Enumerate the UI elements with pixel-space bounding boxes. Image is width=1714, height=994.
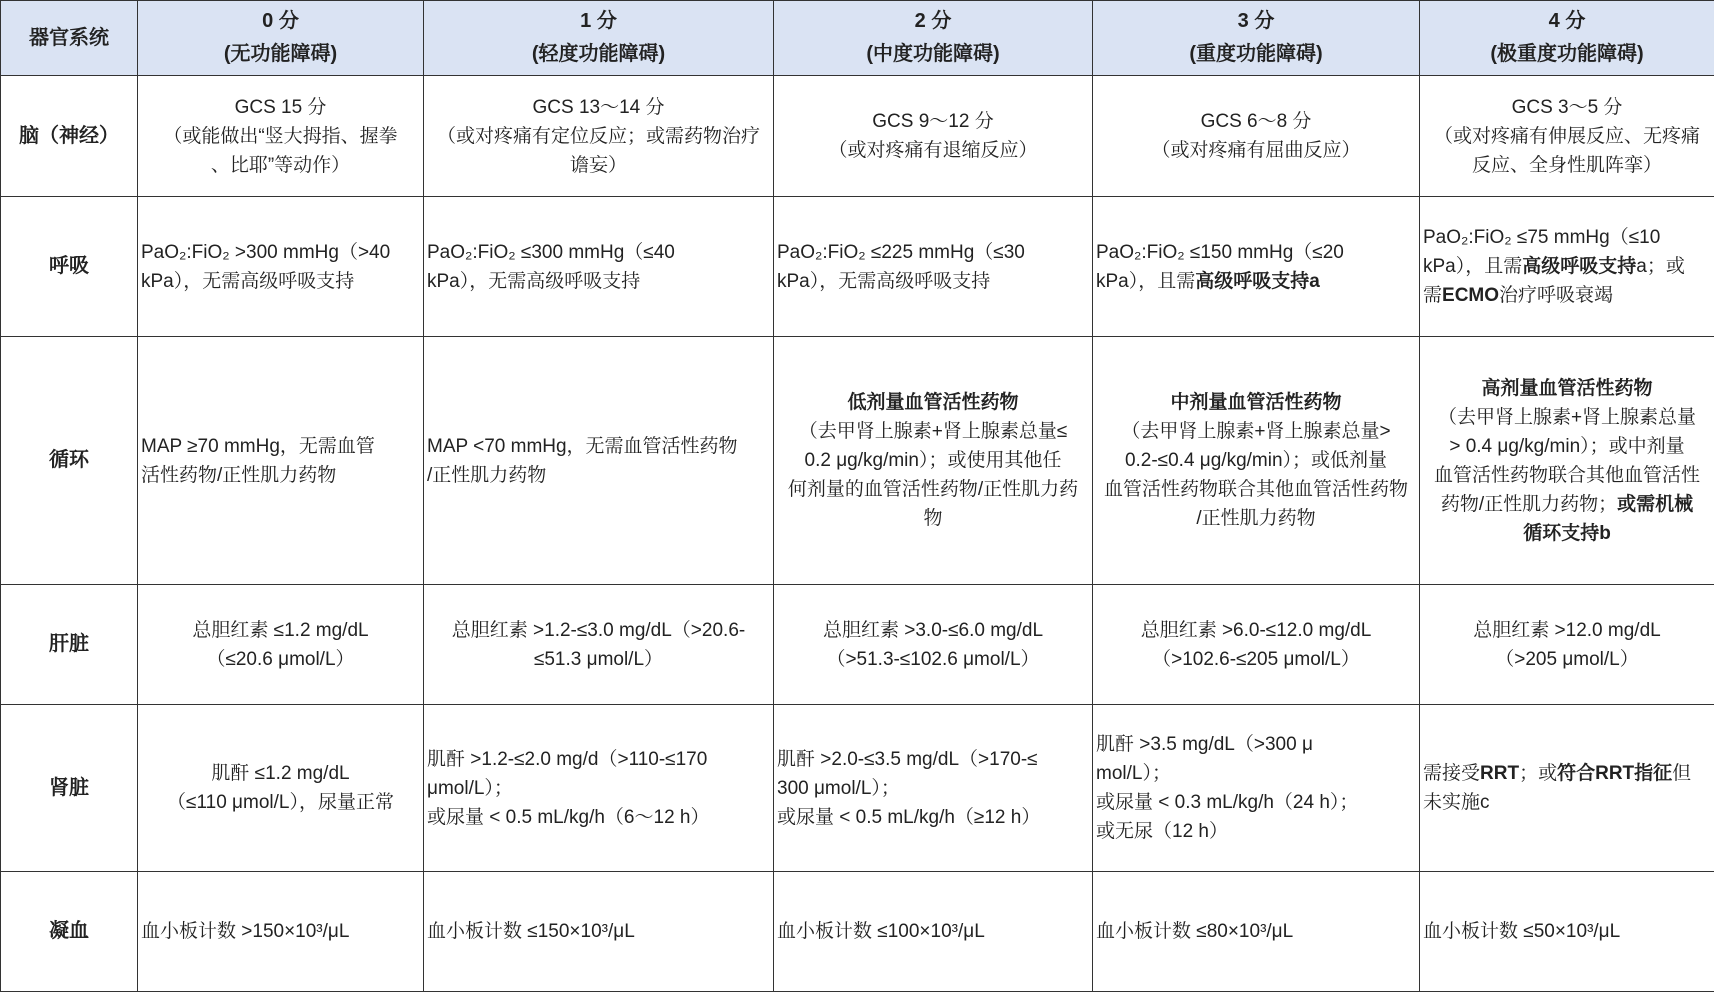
organ-label: 肾脏 <box>1 705 138 872</box>
cell-line <box>141 151 420 180</box>
cell-line <box>777 446 1089 475</box>
header-score-2 <box>774 1 1093 76</box>
bold-text: ECMO <box>1442 285 1500 306</box>
text: （>51.3-≤102.6 μmol/L） <box>826 648 1040 670</box>
cell-line <box>427 745 770 774</box>
cell-line <box>1096 788 1416 817</box>
cell-line <box>1423 519 1711 548</box>
organ-label: 肝脏 <box>1 585 138 705</box>
text: 血小板计数 ≤80×10³/μL <box>1096 921 1294 942</box>
score-cell-2 <box>774 585 1093 705</box>
header-score-3 <box>1093 1 1420 76</box>
text: （≤20.6 μmol/L） <box>206 648 355 670</box>
text: （去甲肾上腺素+肾上腺素总量> <box>1121 421 1391 442</box>
text: 或尿量 < 0.5 mL/kg/h（6～12 h） <box>427 806 710 828</box>
text: PaO₂:FiO₂ ≤150 mmHg（≤20 <box>1096 241 1344 263</box>
score-cell-0 <box>138 705 424 872</box>
cell-line <box>777 267 1089 296</box>
cell-line <box>777 917 1089 946</box>
bold-text: 或需机械 <box>1617 493 1694 515</box>
organ-label: 凝血 <box>1 872 138 992</box>
score-cell-0 <box>138 585 424 705</box>
text: （或对疼痛有屈曲反应） <box>1151 140 1361 161</box>
cell-line <box>141 616 420 645</box>
score-cell-3 <box>1093 337 1420 585</box>
cell-line <box>1423 374 1711 403</box>
header-score: 0 分 <box>262 10 299 32</box>
header-score: 4 分 <box>1548 10 1586 32</box>
header-desc: (极重度功能障碍) <box>1490 43 1644 65</box>
text: 总胆红素 >12.0 mg/dL <box>1473 619 1661 641</box>
organ-label: 脑（神经） <box>1 76 138 197</box>
cell-line <box>1423 788 1711 817</box>
table-row <box>1 585 1714 705</box>
text: 或无尿（12 h） <box>1096 821 1228 842</box>
cell-line <box>777 417 1089 446</box>
cell-line <box>777 645 1089 674</box>
text: 血小板计数 >150×10³/μL <box>141 921 350 942</box>
organ-label: 循环 <box>1 337 138 585</box>
score-cell-3 <box>1093 76 1420 197</box>
text: 肌酐 >3.5 mg/dL（>300 μ <box>1096 734 1313 755</box>
cell-line <box>1423 759 1711 788</box>
score-cell-2 <box>774 872 1093 992</box>
cell-line <box>427 238 770 267</box>
cell-line <box>1096 136 1416 165</box>
organ-label: 呼吸 <box>1 197 138 337</box>
score-cell-4 <box>1420 585 1714 705</box>
text: 但 <box>1672 763 1692 784</box>
bold-text: 中剂量血管活性药物 <box>1170 392 1342 413</box>
cell-line <box>427 267 770 296</box>
text: （去甲肾上腺素+肾上腺素总量 <box>1437 406 1697 428</box>
text: 或尿量 < 0.3 mL/kg/h（24 h）； <box>1096 792 1359 813</box>
text: 药物/正性肌力药物； <box>1440 493 1618 515</box>
cell-line <box>1096 238 1416 267</box>
table-row <box>1 337 1714 585</box>
header-score-0 <box>138 1 424 76</box>
text: （或能做出“竖大拇指、握拳 <box>163 125 398 147</box>
bold-text: 高级呼吸支持a <box>1195 270 1320 292</box>
score-cell-1 <box>424 337 774 585</box>
cell-line <box>777 136 1089 165</box>
text: 血管活性药物联合其他血管活性 <box>1433 464 1700 486</box>
bold-text: 低剂量血管活性药物 <box>847 392 1019 413</box>
text: kPa），无需高级呼吸支持 <box>427 270 641 292</box>
cell-line <box>1423 432 1711 461</box>
cell-line <box>1096 504 1416 533</box>
cell-line <box>427 461 770 490</box>
cell-line <box>1096 759 1416 788</box>
text: kPa），无需高级呼吸支持 <box>777 270 991 292</box>
text: 需 <box>1423 285 1443 306</box>
text: 活性药物/正性肌力药物 <box>141 464 337 486</box>
text: > 0.4 μg/kg/min）；或中剂量 <box>1449 435 1685 457</box>
text: μmol/L）； <box>427 777 513 799</box>
cell-line <box>1423 93 1711 122</box>
cell-line <box>777 745 1089 774</box>
text: kPa），且需 <box>1096 270 1196 292</box>
header-desc: (中度功能障碍) <box>866 43 1000 65</box>
text: ；或 <box>1519 763 1558 784</box>
header-score-4 <box>1420 1 1714 76</box>
cell-line <box>427 616 770 645</box>
text: MAP ≥70 mmHg，无需血管 <box>141 435 375 457</box>
score-cell-4 <box>1420 705 1714 872</box>
score-cell-2 <box>774 337 1093 585</box>
header-score-1 <box>424 1 774 76</box>
cell-line <box>141 93 420 122</box>
text: 物 <box>923 508 943 529</box>
cell-line <box>141 788 420 817</box>
score-cell-0 <box>138 197 424 337</box>
cell-line <box>1423 490 1711 519</box>
cell-line <box>777 107 1089 136</box>
bold-text: 循环支持b <box>1523 522 1611 544</box>
text: 反应、全身性肌阵挛） <box>1471 154 1662 176</box>
cell-line <box>141 917 420 946</box>
cell-line <box>141 238 420 267</box>
cell-line <box>1423 122 1711 151</box>
score-cell-3 <box>1093 197 1420 337</box>
cell-line <box>427 645 770 674</box>
text: /正性肌力药物 <box>427 464 547 486</box>
cell-line <box>777 475 1089 504</box>
text: 肌酐 ≤1.2 mg/dL <box>211 763 350 784</box>
header-score: 1 分 <box>580 10 617 32</box>
header-desc: (无功能障碍) <box>223 43 338 65</box>
cell-line <box>427 93 770 122</box>
score-cell-1 <box>424 872 774 992</box>
text: GCS 15 分 <box>234 96 327 118</box>
bold-text: RRT <box>1480 763 1520 784</box>
cell-line <box>1096 730 1416 759</box>
text: mol/L）； <box>1096 763 1171 784</box>
text: GCS 9～12 分 <box>872 111 994 132</box>
cell-line <box>777 803 1089 832</box>
text: GCS 3～5 分 <box>1511 96 1623 118</box>
score-cell-4 <box>1420 76 1714 197</box>
text: GCS 13～14 分 <box>532 96 665 118</box>
text: （≤110 μmol/L），尿量正常 <box>167 792 394 813</box>
cell-line <box>427 151 770 180</box>
text: 肌酐 >1.2-≤2.0 mg/d（>110-≤170 <box>427 748 708 770</box>
table-row <box>1 705 1714 872</box>
cell-line <box>1423 616 1711 645</box>
table-row <box>1 197 1714 337</box>
text: 肌酐 >2.0-≤3.5 mg/dL（>170-≤ <box>777 748 1038 770</box>
header-desc: (轻度功能障碍) <box>531 43 666 65</box>
text: 何剂量的血管活性药物/正性肌力药 <box>787 479 1079 500</box>
text: 血小板计数 ≤150×10³/μL <box>427 921 635 942</box>
text: （>102.6-≤205 μmol/L） <box>1152 648 1360 670</box>
score-cell-3 <box>1093 705 1420 872</box>
text: 需接受 <box>1423 763 1481 784</box>
score-cell-0 <box>138 872 424 992</box>
score-cell-4 <box>1420 337 1714 585</box>
table-row <box>1 76 1714 197</box>
text: ≤51.3 μmol/L） <box>533 648 664 670</box>
cell-line <box>1423 403 1711 432</box>
cell-line <box>141 645 420 674</box>
bold-text: 高级呼吸支持 <box>1522 256 1637 277</box>
text: 治疗呼吸衰竭 <box>1499 285 1614 306</box>
score-cell-4 <box>1420 197 1714 337</box>
text: 血小板计数 ≤100×10³/μL <box>777 921 985 942</box>
text: 0.2-≤0.4 μg/kg/min）；或低剂量 <box>1124 450 1388 471</box>
cell-line <box>1423 151 1711 180</box>
text: PaO₂:FiO₂ ≤225 mmHg（≤30 <box>777 241 1025 263</box>
cell-line <box>777 388 1089 417</box>
text: 、比耶”等动作） <box>210 154 351 176</box>
cell-line <box>141 267 420 296</box>
text: PaO₂:FiO₂ ≤75 mmHg（≤10 <box>1423 227 1661 248</box>
score-cell-2 <box>774 705 1093 872</box>
cell-line <box>1096 616 1416 645</box>
header-organ-system: 器官系统 <box>1 1 138 76</box>
cell-line <box>1096 475 1416 504</box>
text: 总胆红素 ≤1.2 mg/dL <box>192 619 369 641</box>
cell-line <box>1423 281 1711 310</box>
cell-line <box>1096 645 1416 674</box>
text: （>205 μmol/L） <box>1495 648 1639 670</box>
text: （或对疼痛有定位反应；或需药物治疗 <box>436 125 760 147</box>
cell-line <box>141 122 420 151</box>
header-row <box>1 1 1714 76</box>
cell-line <box>777 616 1089 645</box>
text: kPa），且需 <box>1423 256 1523 277</box>
cell-line <box>141 432 420 461</box>
score-cell-4 <box>1420 872 1714 992</box>
score-cell-1 <box>424 585 774 705</box>
text: （或对疼痛有退缩反应） <box>828 140 1038 161</box>
cell-line <box>1096 417 1416 446</box>
cell-line <box>427 803 770 832</box>
cell-line <box>1096 107 1416 136</box>
cell-line <box>1096 267 1416 296</box>
cell-line <box>1096 446 1416 475</box>
text: 血小板计数 ≤50×10³/μL <box>1423 921 1621 942</box>
text: a；或 <box>1636 256 1685 277</box>
text: 0.2 μg/kg/min）；或使用其他任 <box>804 450 1062 471</box>
header-score: 3 分 <box>1237 10 1275 32</box>
cell-line <box>777 504 1089 533</box>
cell-line <box>1096 817 1416 846</box>
score-cell-2 <box>774 197 1093 337</box>
cell-line <box>1423 461 1711 490</box>
score-cell-0 <box>138 76 424 197</box>
score-cell-2 <box>774 76 1093 197</box>
cell-line <box>427 774 770 803</box>
text: MAP <70 mmHg，无需血管活性药物 <box>427 435 738 457</box>
score-cell-0 <box>138 337 424 585</box>
cell-line <box>777 238 1089 267</box>
bold-text: 高剂量血管活性药物 <box>1481 377 1653 399</box>
text: /正性肌力药物 <box>1196 508 1316 529</box>
bold-text: 符合RRT指征 <box>1557 763 1673 784</box>
table-row <box>1 872 1714 992</box>
cell-line <box>427 432 770 461</box>
cell-line <box>427 917 770 946</box>
text: PaO₂:FiO₂ >300 mmHg（>40 <box>141 241 391 263</box>
text: （或对疼痛有伸展反应、无疼痛 <box>1433 125 1700 147</box>
score-cell-1 <box>424 76 774 197</box>
score-cell-1 <box>424 705 774 872</box>
text: 总胆红素 >6.0-≤12.0 mg/dL <box>1140 619 1372 641</box>
cell-line <box>141 461 420 490</box>
cell-line <box>1423 252 1711 281</box>
text: 未实施c <box>1423 792 1490 813</box>
cell-line <box>1423 645 1711 674</box>
text: （去甲肾上腺素+肾上腺素总量≤ <box>798 421 1068 442</box>
cell-line <box>1423 223 1711 252</box>
text: PaO₂:FiO₂ ≤300 mmHg（≤40 <box>427 241 675 263</box>
header-desc: (重度功能障碍) <box>1189 43 1323 65</box>
cell-line <box>141 759 420 788</box>
text: 或尿量 < 0.5 mL/kg/h（≥12 h） <box>777 806 1041 828</box>
score-cell-1 <box>424 197 774 337</box>
text: GCS 6～8 分 <box>1200 111 1312 132</box>
text: 谵妄） <box>569 154 627 176</box>
text: 总胆红素 >1.2-≤3.0 mg/dL（>20.6- <box>451 619 746 641</box>
text: kPa），无需高级呼吸支持 <box>141 270 355 292</box>
cell-line <box>1096 388 1416 417</box>
score-cell-3 <box>1093 872 1420 992</box>
cell-line <box>1423 917 1711 946</box>
header-score: 2 分 <box>914 10 952 32</box>
text: 300 μmol/L）； <box>777 777 900 799</box>
cell-line <box>1096 917 1416 946</box>
score-cell-3 <box>1093 585 1420 705</box>
text: 血管活性药物联合其他血管活性药物 <box>1103 479 1408 500</box>
cell-line <box>777 774 1089 803</box>
cell-line <box>427 122 770 151</box>
text: 总胆红素 >3.0-≤6.0 mg/dL <box>822 619 1044 641</box>
